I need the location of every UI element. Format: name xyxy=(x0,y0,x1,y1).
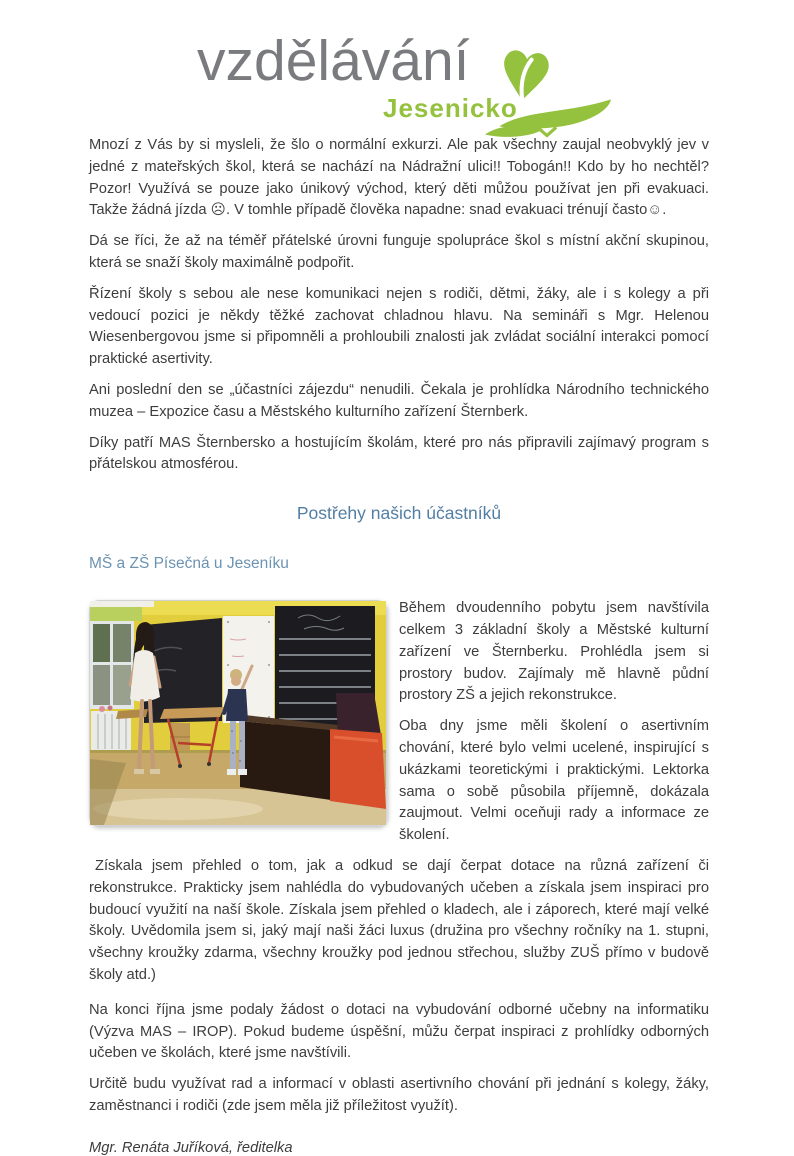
article-paragraph-2: Oba dny jsme měli školení o asertivním chování, které bylo velmi ucelené, inspirující s ukázkami teoretickými i praktickými. Lektorka sama o sobě působila příjemně, dokázala zaujmout. Velmi oceňuji rady a informace ze školení. xyxy=(399,718,709,844)
document-body xyxy=(0,135,794,1156)
section-title: Postřehy našich účastníků xyxy=(296,503,502,524)
logo-region-label: Jesenicko xyxy=(383,93,518,123)
article-paragraph-4: Na konci října jsme podaly žádost o dotaci na vybudování odborné učebny na informatiku (Výzva MAS – IROP). Pokud budeme úspěšní, můžu čerpat inspiraci z prohlídky odborných učeben ve školách, které jsme navštívili. xyxy=(89,1001,709,1062)
article-subtitle: MŠ a ZŠ Písečná u Jeseníku xyxy=(89,555,289,573)
heart-leaf-icon xyxy=(498,47,552,107)
classroom-photo-image xyxy=(90,601,386,825)
logo xyxy=(197,29,621,133)
open-book-icon xyxy=(485,99,613,137)
document-page xyxy=(0,29,794,1156)
intro-paragraph-4: Ani poslední den se „účastníci zájezdu“ nenudili. Čekala je prohlídka Národního technického muzea – Expozice času a Městského kulturního zařízení Šternberk. xyxy=(89,381,709,420)
article-paragraph-1: Během dvoudenního pobytu jsem navštívila celkem 3 základní školy a Městské kulturní zařízení ve Šternberku. Prohlédla jsem si prostory budov. Zajímaly mě hlavně půdní prostory ZŠ a jejich rekonstrukce. xyxy=(399,600,709,704)
intro-paragraph-5: Díky patří MAS Šternbersko a hostujícím školám, které pro nás připravili zajímavý program s přátelskou atmosférou. xyxy=(89,434,709,473)
intro-paragraph-2: Dá se říci, že až na téměř přátelské úrovni funguje spolupráce škol s místní akční skupinou, která se snaží školy maximálně podpořit. xyxy=(89,233,709,271)
intro-paragraph-3: Řízení školy s sebou ale nese komunikaci nejen s rodiči, dětmi, žáky, ale i s kolegy a při vedoucí pozici je někdy těžké zachovat chladnou hlavu. Na semináři s Mgr. Helenou Wiesenbergovou jsme si připomněli a prohloubili znalosti jak zvládat sociální interakci pomocí praktické asertivity. xyxy=(89,285,709,368)
article-section xyxy=(89,598,709,987)
logo-wordmark: vzdělávání xyxy=(197,29,470,93)
intro-paragraph-1: Mnozí z Vás by si mysleli, že šlo o normální exkurzi. Ale pak všechny zaujal neobvyklý jev v jedné z mateřských škol, která se nachází na Nádražní ulici!! Tobogán!! Kdo by ho nechtěl? Pozor! Využívá se pouze jako únikový východ, který děti můžou používat jen při evakuaci. Takže žádná jízda ☹. V tomhle případě člověka napadne: snad evakuaci trénují často☺. xyxy=(89,137,709,219)
article-paragraph-3: Získala jsem přehled o tom, jak a odkud se dají čerpat dotace na různá zařízení či rekonstrukce. Prakticky jsem nahlédla do vybudovaných učeben a získala jsem inspiraci pro budoucí využití na naší škole. Získala jsem přehled o kladech, ale i záporech, které mají velké školy. Uvědomila jsem si, jaký mají naši žáci luxus (družina pro všechny ročníky na 1. stupni, všechny kroužky zdarma, všechny kroužky pod jednou střechou, služby ZUŠ přímo v budově školy atd.) xyxy=(89,857,709,983)
classroom-photo xyxy=(89,600,387,826)
article-paragraph-5: Určitě budu využívat rad a informací v oblasti asertivního chování při jednání s kolegy, žáky, zaměstnanci i rodiči (zde jsem měla již příležitost využít). xyxy=(89,1076,709,1114)
signature: Mgr. Renáta Juříková, ředitelka xyxy=(89,1139,293,1156)
